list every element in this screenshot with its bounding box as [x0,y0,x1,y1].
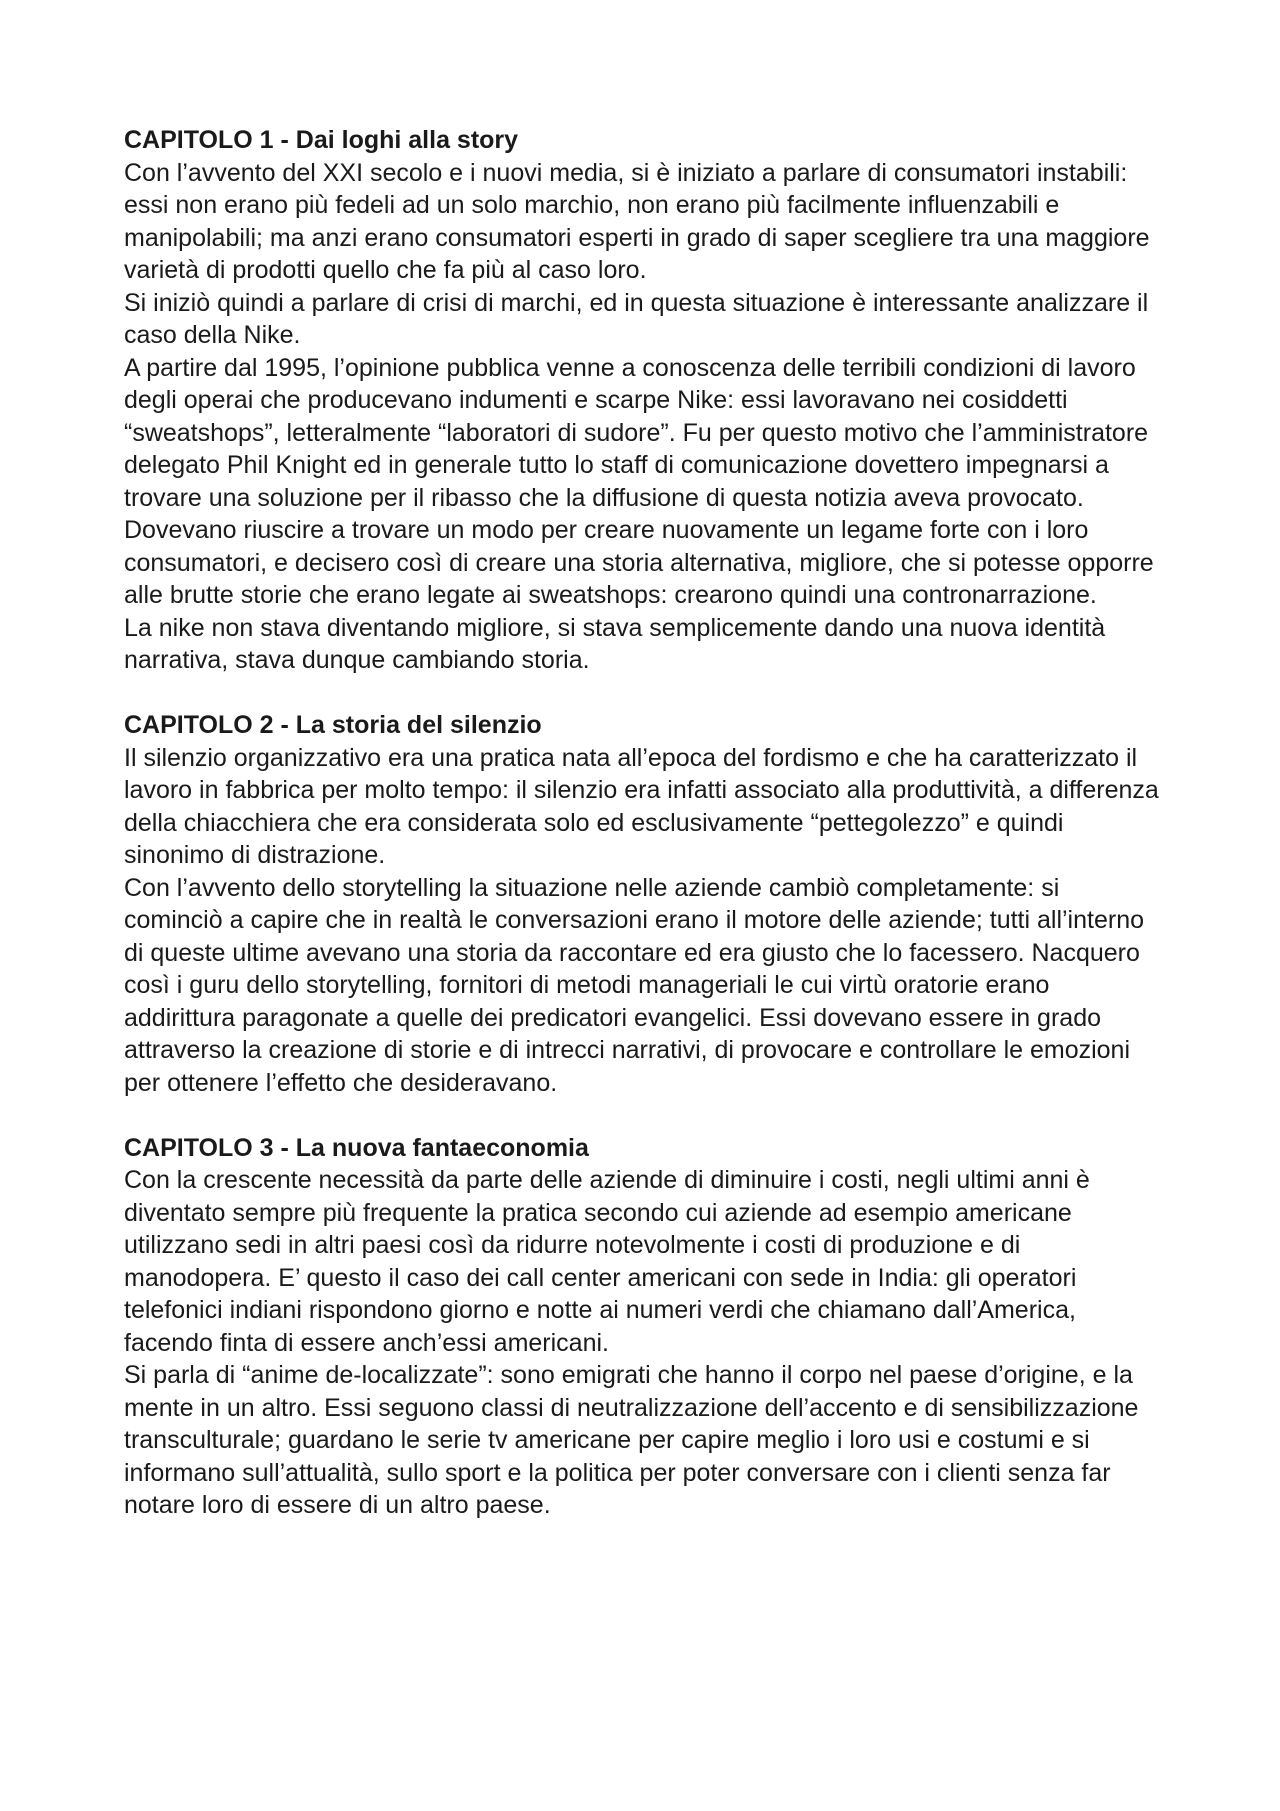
chapter-title: CAPITOLO 3 - La nuova fantaeconomia [124,1133,589,1162]
paragraph: Con l’avvento dello storytelling la situazione nelle aziende cambiò completamente: si cominciò a capire che in realtà le conversazioni erano il motore delle aziende; tutti all’interno di queste ultime avevano una storia da raccontare ed era giusto che lo facessero. Nacquero così i guru dello storytelling, fornitori di metodi manageriali le cui virtù oratorie erano addirittura paragonate a quelle dei predicatori evangelici. Essi dovevano essere in grado attraverso la creazione di storie e di intrecci narrativi, di provocare e controllare le emozioni per ottenere l’effetto che desideravano. [124,873,1144,1097]
chapter-3 [124,1132,1164,1522]
paragraph: Si parla di “anime de-localizzate”: sono emigrati che hanno il corpo nel paese d’origine, e la mente in un altro. Essi seguono classi di neutralizzazione dell’accento e di sensibilizzazione transculturale; guardano le serie tv americane per capire meglio i loro usi e costumi e si informano sull’attualità, sullo sport e la politica per poter conversare con i clienti senza far notare loro di essere di un altro paese. [124,1361,1139,1519]
chapter-title: CAPITOLO 2 - La storia del silenzio [124,711,542,739]
paragraph: Si iniziò quindi a parlare di crisi di marchi, ed in questa situazione è interessante analizzare il caso della Nike. [124,288,1149,349]
chapter-title: CAPITOLO 1 - Dai loghi alla story [124,126,519,154]
document-page [124,124,1164,1522]
paragraph: Con l’avvento del XXI secolo e i nuovi media, si è iniziato a parlare di consumatori instabili: essi non erano più fedeli ad un solo marchio, non erano più facilmente influenzabili e manipolabili; ma anzi erano consumatori esperti in grado di saper scegliere tra una maggiore varietà di prodotti quello che fa più al caso loro. [124,158,1150,284]
paragraph: La nike non stava diventando migliore, si stava semplicemente dando una nuova identità narrativa, stava dunque cambiando storia. [124,613,1106,674]
paragraph: Con la crescente necessità da parte delle aziende di diminuire i costi, negli ultimi anni è diventato sempre più frequente la pratica secondo cui aziende ad esempio americane utilizzano sedi in altri paesi così da ridurre notevolmente i costi di produzione e di manodopera. E’ questo il caso dei call center americani con sede in India: gli operatori telefonici indiani rispondono giorno e notte ai numeri verdi che chiamano dall’America, facendo finta di essere anch’essi americani. [124,1166,1090,1357]
paragraph: A partire dal 1995, l’opinione pubblica venne a conoscenza delle terribili condizioni di lavoro degli operai che producevano indumenti e scarpe Nike: essi lavoravano nei cosiddetti “sweatshops”, letteralmente “laboratori di sudore”. Fu per questo motivo che l’amministratore delegato Phil Knight ed in generale tutto lo staff di comunicazione dovettero impegnarsi a trovare una soluzione per il ribasso che la diffusione di questa notizia aveva provocato. Dovevano riuscire a trovare un modo per creare nuovamente un legame forte con i loro consumatori, e decisero così di creare una storia alternativa, migliore, che si potesse opporre alle brutte storie che erano legate ai sweatshops: crearono quindi una contronarrazione. [124,353,1154,609]
paragraph: Il silenzio organizzativo era una pratica nata all’epoca del fordismo e che ha caratterizzato il lavoro in fabbrica per molto tempo: il silenzio era infatti associato alla produttività, a differenza della chiacchiera che era considerata solo ed esclusivamente “pettegolezzo” e quindi sinonimo di distrazione. [124,743,1159,869]
chapter-2 [124,709,1164,1099]
chapter-1 [124,124,1164,677]
